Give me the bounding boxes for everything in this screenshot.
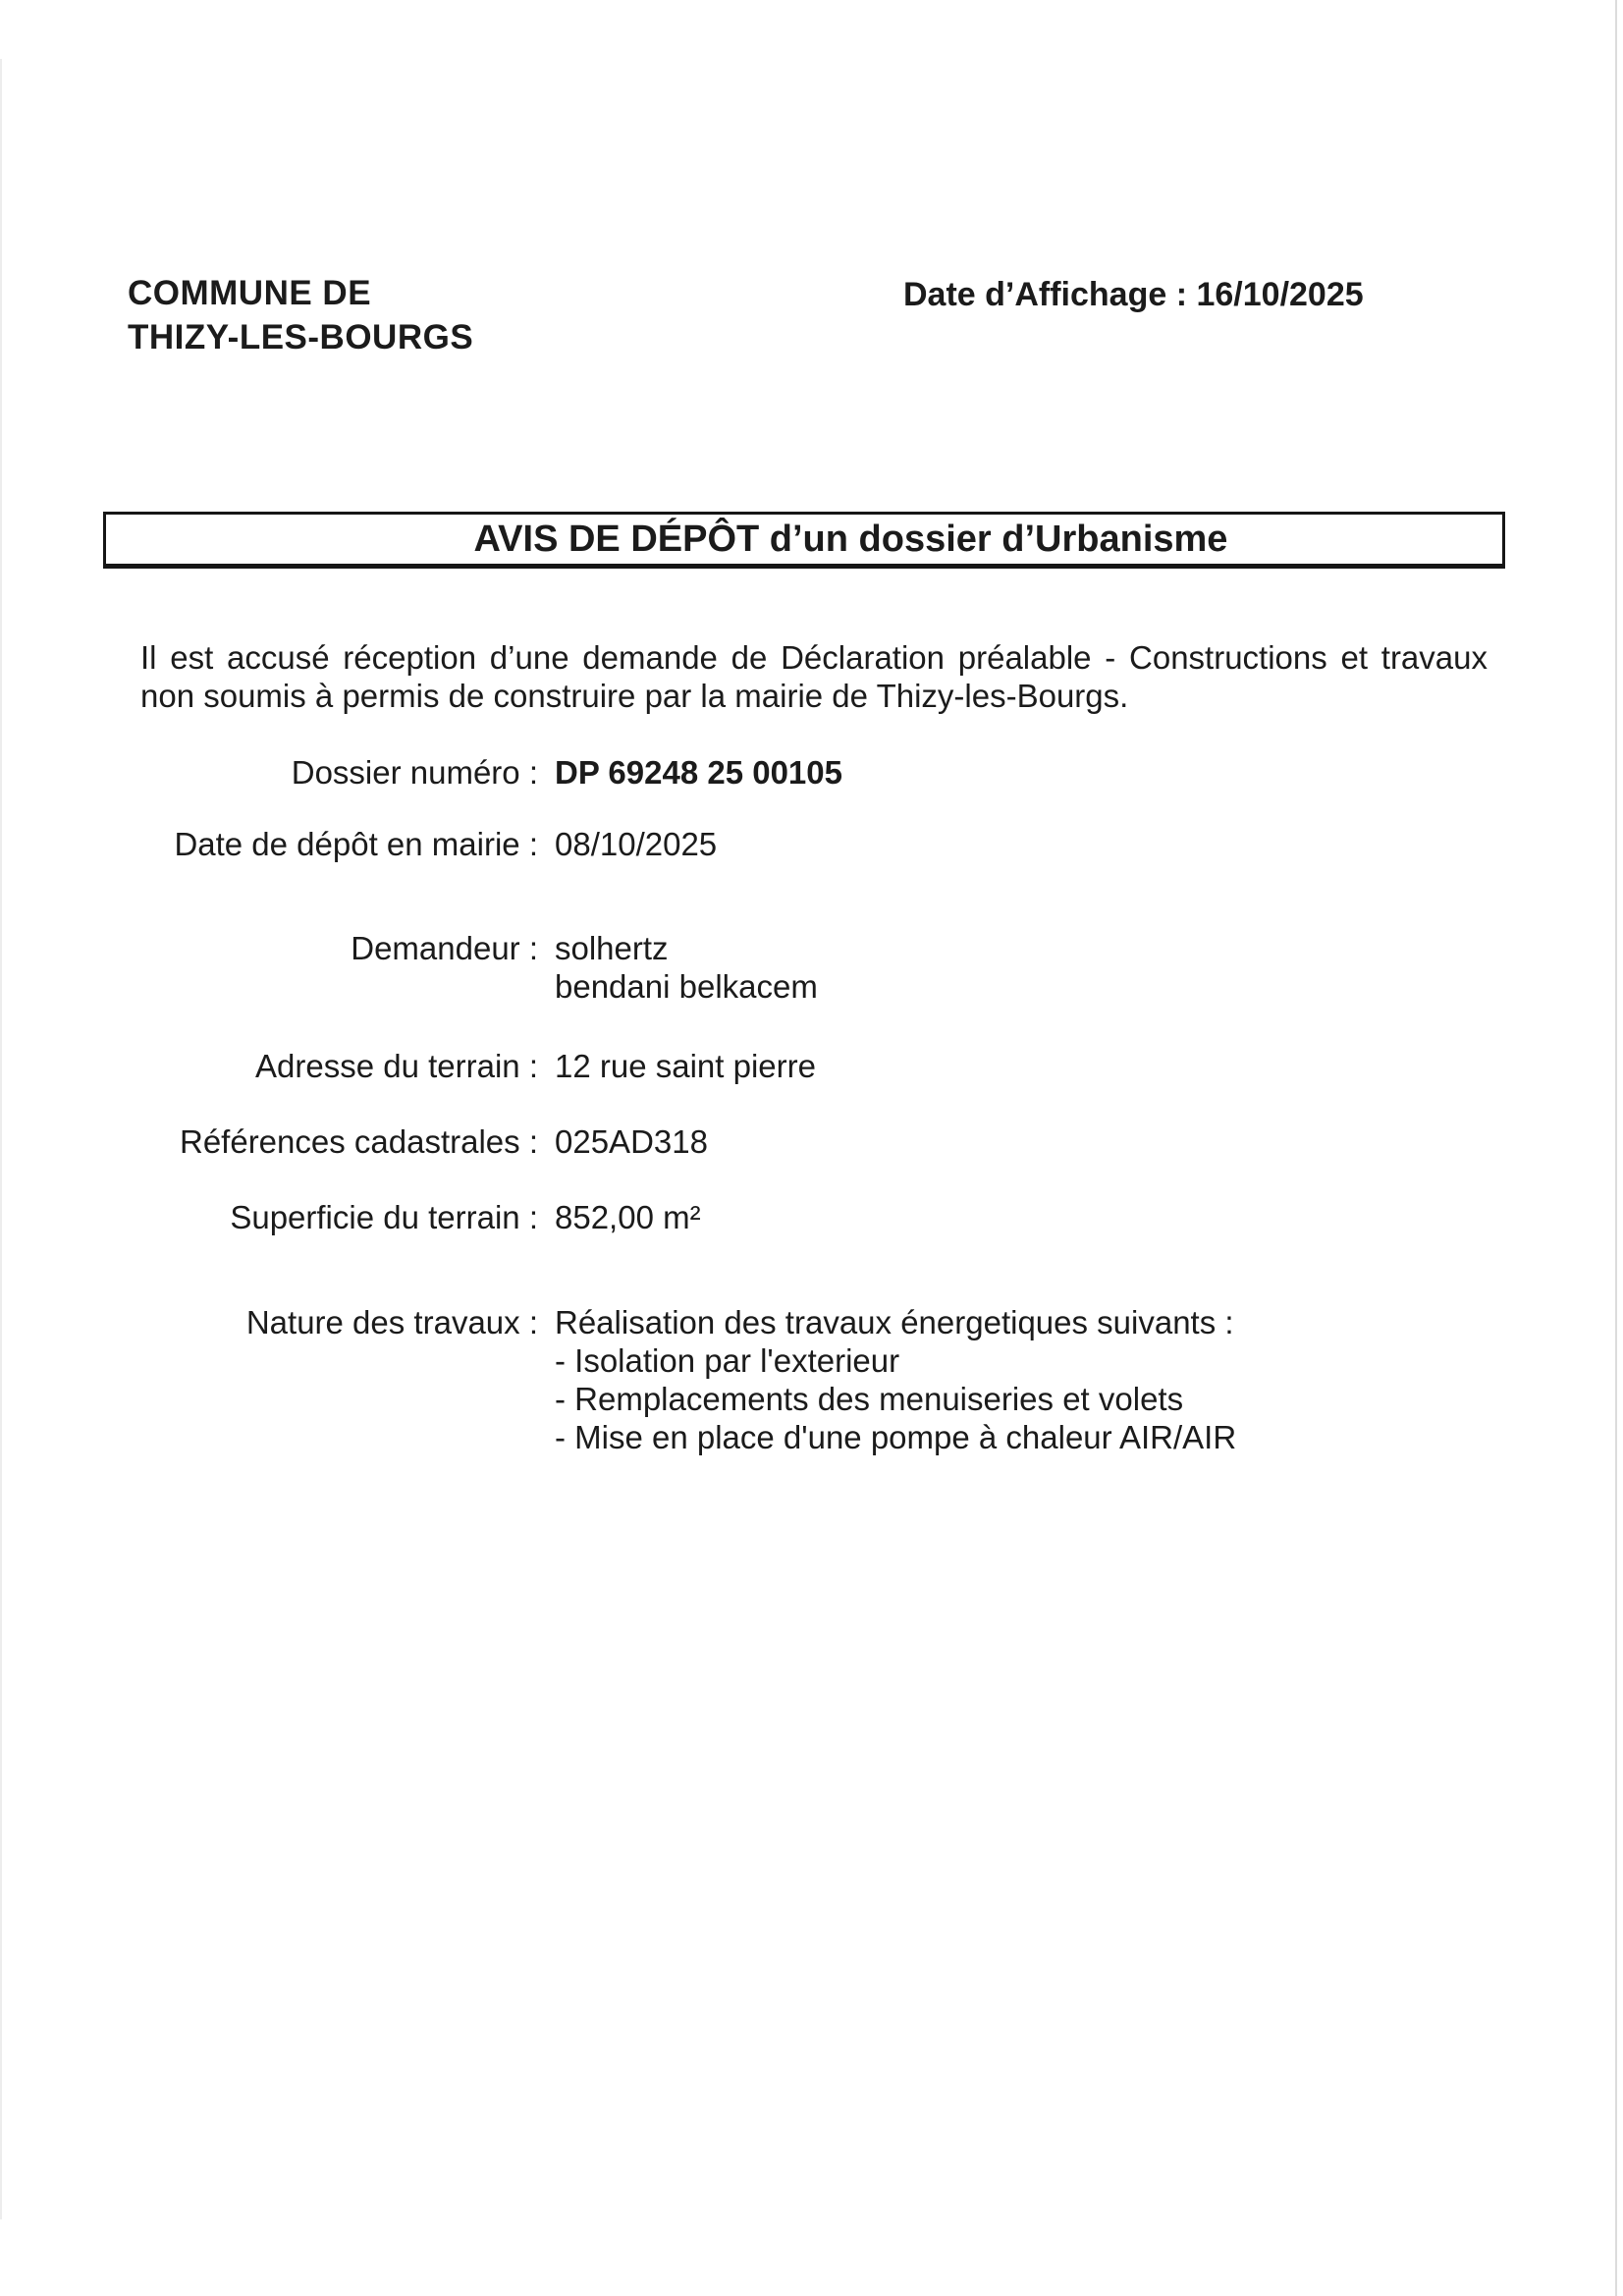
superficie-terrain-label: Superficie du terrain : [230,1199,538,1235]
scan-edge-artifact-right [1615,0,1617,2296]
field-row-demandeur [88,929,818,1006]
nature-travaux-line4: - Mise en place d'une pompe à chaleur AIR/AIR [555,1419,1237,1455]
intro-line2: non soumis à permis de construire par la mairie de Thizy-les-Bourgs. [140,678,1129,714]
references-cadastrales-label: Références cadastrales : [179,1123,538,1160]
superficie-terrain-value: 852,00 m² [555,1199,701,1235]
references-cadastrales-value: 025AD318 [555,1123,708,1160]
adresse-terrain-value: 12 rue saint pierre [555,1048,816,1084]
dossier-numero-value: DP 69248 25 00105 [555,754,842,791]
field-row-nature-travaux [88,1303,1236,1456]
commune-name-block [128,271,473,359]
nature-travaux-line1: Réalisation des travaux énergetiques suivants : [555,1304,1234,1340]
field-row-dossier-numero [88,753,842,792]
intro-line1: Il est accusé réception d’une demande de Déclaration préalable - Constructions et travaux [140,639,1488,676]
field-row-adresse-terrain [88,1047,816,1085]
intro-paragraph [140,638,1488,715]
nature-travaux-value [555,1303,1236,1456]
dossier-numero-label: Dossier numéro : [291,754,538,791]
commune-line2: THIZY-LES-BOURGS [128,318,474,356]
commune-line1: COMMUNE DE [128,274,372,312]
scan-edge-artifact-left [0,59,2,2219]
date-depot-value: 08/10/2025 [555,826,718,862]
title-banner-box [103,512,1505,569]
demandeur-label: Demandeur : [351,930,538,966]
adresse-terrain-label: Adresse du terrain : [255,1048,538,1084]
field-row-date-depot [88,825,717,863]
title-banner-text: AVIS DE DÉPÔT d’un dossier d’Urbanisme [473,518,1228,560]
nature-travaux-label: Nature des travaux : [245,1304,538,1340]
date-depot-label: Date de dépôt en mairie : [174,826,538,862]
date-affichage: Date d’Affichage : 16/10/2025 [903,276,1364,313]
nature-travaux-line2: - Isolation par l'exterieur [555,1342,900,1379]
nature-travaux-line3: - Remplacements des menuiseries et volets [555,1381,1184,1417]
field-row-superficie-terrain [88,1198,701,1236]
field-row-references-cadastrales [88,1122,708,1161]
demandeur-value-line2: bendani belkacem [555,968,818,1005]
demandeur-value-line1: solhertz [555,930,669,966]
demandeur-value [555,929,818,1006]
